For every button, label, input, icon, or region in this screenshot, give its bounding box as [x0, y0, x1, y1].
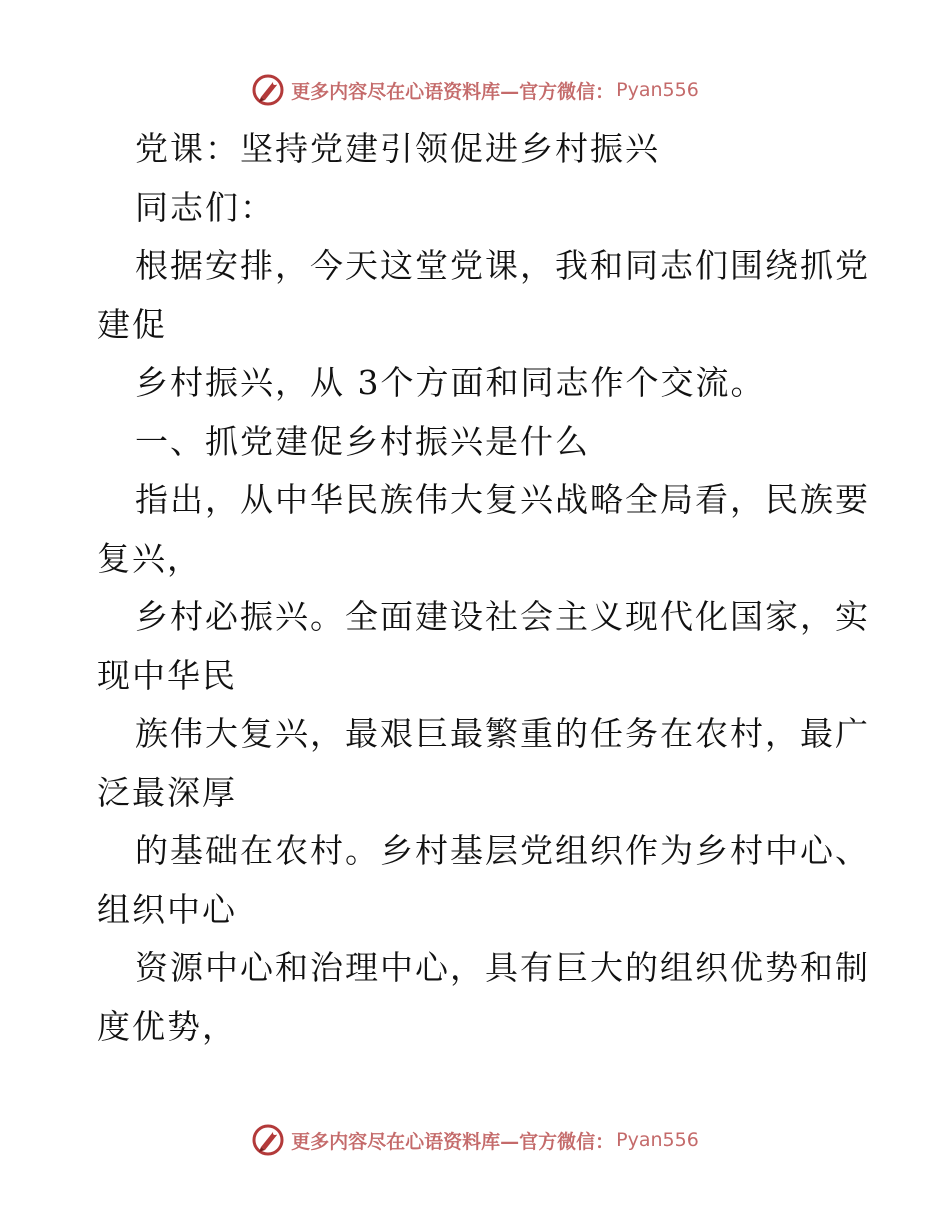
- paragraph-line: 现中华民: [97, 655, 237, 695]
- paragraph-line: 乡村必振兴。全面建设社会主义现代化国家，实: [135, 597, 870, 636]
- paragraph-line: 族伟大复兴，最艰巨最繁重的任务在农村，最广: [135, 714, 870, 753]
- paragraph-line: 组织中心: [97, 889, 237, 929]
- header-banner-text: 更多内容尽在心语资料库—官方微信：: [291, 80, 615, 103]
- paragraph-line: 根据安排，今天这堂党课，我和同志们围绕抓党: [135, 246, 870, 285]
- document-body: [97, 120, 870, 1056]
- header-banner: [0, 70, 950, 110]
- paragraph-line: 指出，从中华民族伟大复兴战略全局看，民族要: [135, 480, 870, 519]
- footer-banner: [0, 1120, 950, 1160]
- document-title: 党课：坚持党建引领促进乡村振兴: [135, 129, 660, 168]
- footer-banner-text: 更多内容尽在心语资料库—官方微信：: [291, 1130, 615, 1153]
- paragraph-line: 泛最深厚: [97, 772, 237, 812]
- paragraph-line: 的基础在农村。乡村基层党组织作为乡村中心、: [135, 831, 870, 870]
- paragraph-line: 乡村振兴，从 3个方面和同志作个交流。: [135, 363, 766, 402]
- paragraph-line: 建促: [97, 304, 167, 344]
- pen-logo-icon: [251, 1123, 285, 1157]
- pen-logo-icon: [251, 73, 285, 107]
- paragraph-line: 度优势，: [97, 1006, 237, 1046]
- paragraph-line: 资源中心和治理中心，具有巨大的组织优势和制: [135, 948, 870, 987]
- section-heading: 一、抓党建促乡村振兴是什么: [135, 421, 590, 461]
- paragraph-line: 复兴，: [97, 538, 202, 578]
- salutation: 同志们：: [135, 187, 275, 227]
- header-banner-wechat-id: Pyan556: [616, 79, 699, 101]
- footer-banner-wechat-id: Pyan556: [616, 1129, 699, 1151]
